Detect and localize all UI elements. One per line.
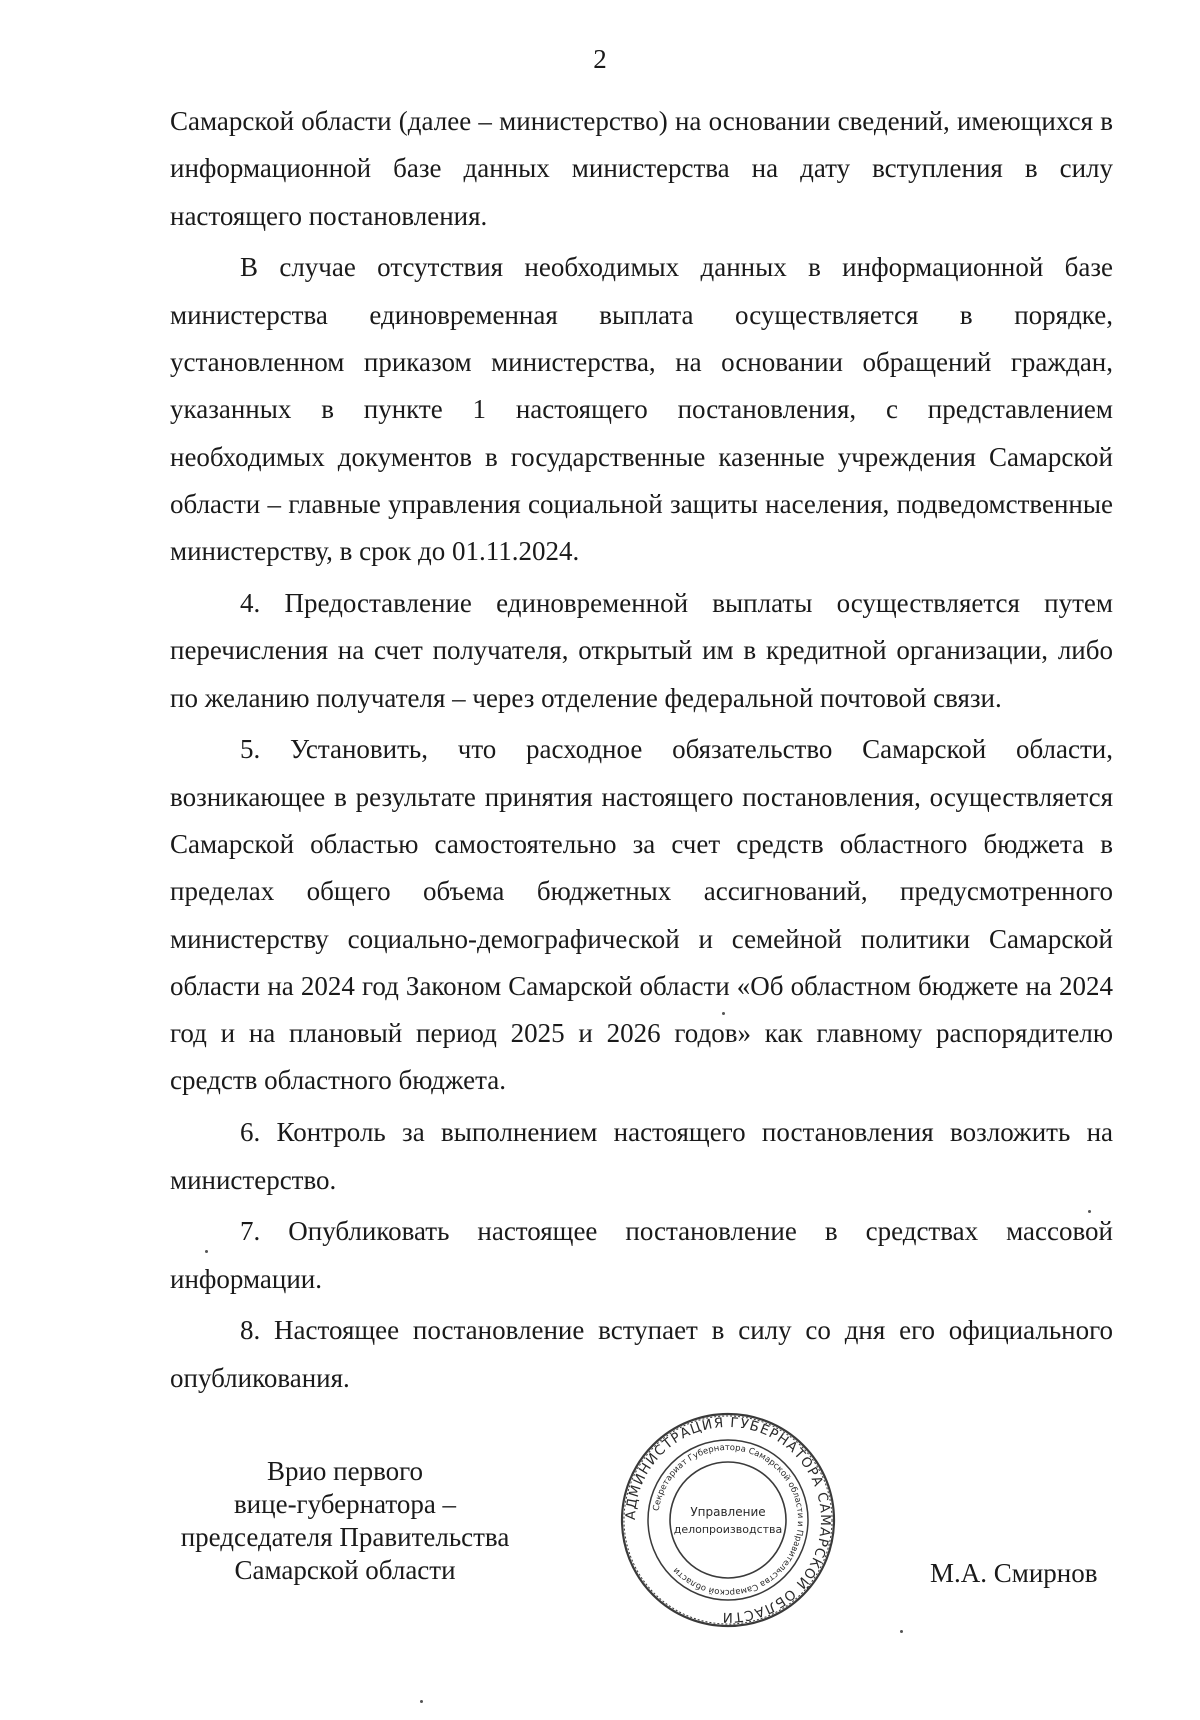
signatory-position-line: вице-губернатора – (233, 1489, 457, 1519)
paragraph-item-8: 8. Настоящее постановление вступает в силу со дня его официального опубликования. (170, 1315, 1113, 1393)
paragraph-item-7: 7. Опубликовать настоящее постановление в средствах массовой информации. (170, 1216, 1113, 1294)
paragraph-2: В случае отсутствия необходимых данных в информационной базе министерства единовременная выплата осуществляется в порядке, установленном приказом министерства, на основании обращений граждан, указанных в пункте 1 настоящего постановления, с представлением необходимых документов в государственные казенные учреждения Самарской области – главные управления социальной защиты населения, подведомственные министерству, в срок до 01.11.2024. (170, 252, 1113, 567)
stamp-outer-text: АДМИНИСТРАЦИЯ ГУБЕРНАТОРА САМАРСКОЙ ОБЛАСТИ (622, 1414, 834, 1626)
document-body (170, 98, 1113, 1407)
stamp-center-line-2: делопроизводства (673, 1523, 783, 1536)
scan-speck (1088, 1210, 1091, 1213)
scan-speck (420, 1700, 423, 1703)
scan-speck (900, 1630, 903, 1633)
paragraph-item-5: 5. Установить, что расходное обязательство Самарской области, возникающее в результате принятия настоящего постановления, осуществляется Самарской областью самостоятельно за счет средств областного бюджета в пределах общего объема бюджетных ассигнований, предусмотренного министерству социально-демографической и семейной политики Самарской области на 2024 год Законом Самарской области «Об областном бюджете на 2024 год и на плановый период 2025 и 2026 годов» как главному распорядителю средств областного бюджета. (170, 734, 1113, 1096)
paragraph-item-4: 4. Предоставление единовременной выплаты осуществляется путем перечисления на счет получателя, открытый им в кредитной организации, либо по желанию получателя – через отделение федеральной почтовой связи. (170, 587, 1113, 713)
paragraph-1: Самарской области (далее – министерство) на основании сведений, имеющихся в информационной базе данных министерства на дату вступления в силу настоящего постановления. (170, 106, 1113, 231)
scan-speck (205, 1250, 208, 1253)
scan-speck (722, 1012, 725, 1015)
page-number: 2 (593, 44, 607, 74)
signatory-position-line: Самарской области (234, 1555, 456, 1585)
signatory-position-line: председателя Правительства (180, 1522, 510, 1552)
paragraph-item-6: 6. Контроль за выполнением настоящего постановления возложить на министерство. (170, 1117, 1113, 1195)
signatory-position (180, 1455, 510, 1587)
official-stamp (618, 1410, 838, 1630)
stamp-inner-ring-text: Секретариат Губернатора Самарской области и Правительства Самарской области (651, 1442, 806, 1598)
signatory-position-line: Врио первого (266, 1456, 424, 1486)
stamp-center-line-1: Управление (690, 1505, 766, 1519)
signatory-name: М.А. Смирнов (930, 1558, 1098, 1588)
